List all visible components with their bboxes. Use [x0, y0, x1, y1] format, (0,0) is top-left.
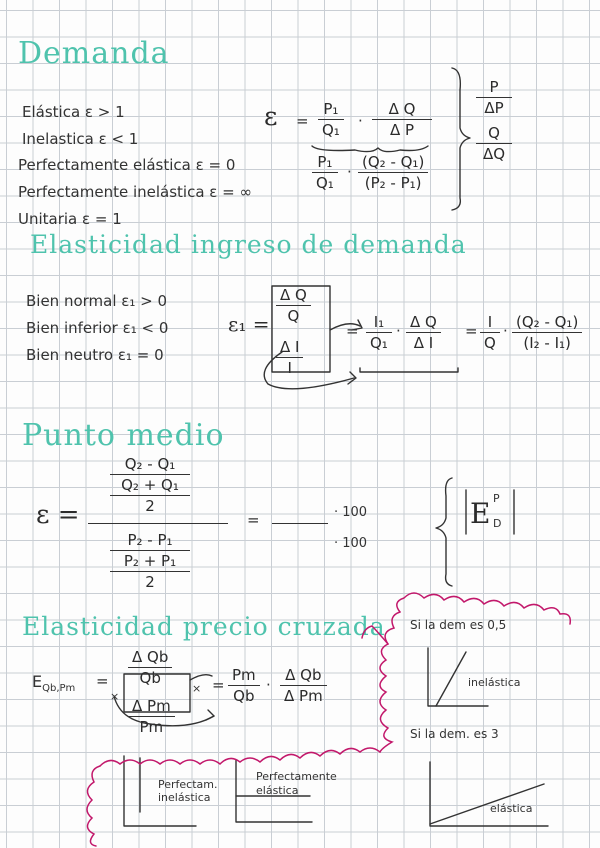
numerator: I₁	[373, 313, 385, 331]
numerator: Δ Q	[410, 313, 437, 331]
numerator: P	[489, 78, 499, 96]
title-punto-medio: Punto medio	[22, 418, 225, 453]
note-dem-3: Si la dem. es 3	[410, 727, 499, 741]
denominator: ΔQ	[482, 145, 506, 163]
numerator: Δ Pm	[132, 697, 171, 715]
denominator: (P₂ - P₁)	[364, 174, 422, 192]
numerator: Δ I	[280, 338, 300, 356]
epsilon-equals: ε =	[36, 500, 80, 530]
equals-sign: =	[96, 672, 109, 690]
numerator: Δ Qb	[132, 648, 169, 666]
denominator: Pm	[139, 718, 164, 736]
equals-sign: =	[212, 676, 225, 694]
dot-operator: ·	[358, 112, 363, 130]
denominator-two: 2	[145, 573, 155, 591]
list-item-bien-inferior: Bien inferior ε₁ < 0	[26, 319, 169, 337]
numerator: P₁	[323, 100, 339, 118]
numerator: Pm	[232, 666, 256, 684]
numerator: Q	[488, 124, 500, 142]
denominator: Q₁	[370, 334, 388, 352]
times-100-b: · 100	[334, 536, 368, 551]
equals-sign: =	[296, 112, 309, 130]
numerator: I	[487, 313, 493, 331]
denominator: Δ I	[413, 334, 434, 352]
dot-operator: ·	[347, 163, 352, 181]
list-item-bien-normal: Bien normal ε₁ > 0	[26, 292, 168, 310]
list-item-bien-neutro: Bien neutro ε₁ = 0	[26, 346, 164, 364]
numerator: (Q₂ - Q₁)	[362, 153, 425, 171]
abs-e-sub: D	[493, 517, 502, 530]
denominator-two: 2	[145, 497, 155, 515]
label-perf-inelastica: Perfectam. inelástica	[158, 778, 218, 804]
denominator: Qb	[233, 687, 255, 705]
equals-sign: =	[465, 322, 478, 340]
numerator: Q₂ - Q₁	[124, 455, 176, 473]
label-elastica: elástica	[490, 802, 533, 815]
epsilon-symbol: ε	[264, 102, 278, 132]
list-item-elastica: Elástica ε > 1	[22, 103, 125, 121]
denominator: (I₂ - I₁)	[523, 334, 571, 352]
denominator-sum: P₂ + P₁	[123, 552, 177, 570]
denominator-sum: Q₂ + Q₁	[121, 476, 179, 494]
dot-operator: ·	[266, 676, 271, 694]
numerator: Δ Q	[280, 286, 307, 304]
cross-mark-right: ×	[192, 682, 202, 695]
lhs-subscript: Qb,Pm	[42, 683, 76, 695]
denominator: Q	[287, 307, 300, 325]
note-dem-05: Si la dem es 0,5	[410, 618, 507, 632]
numerator: P₂ - P₁	[127, 531, 173, 549]
denominator: I	[287, 359, 292, 377]
denominator: ΔP	[484, 99, 504, 117]
list-item-unitaria: Unitaria ε = 1	[18, 210, 122, 228]
title-demanda: Demanda	[18, 36, 170, 71]
list-item-inelastica: Inelastica ε < 1	[22, 130, 139, 148]
abs-e-sup: P	[493, 492, 500, 505]
numerator: (Q₂ - Q₁)	[516, 313, 579, 331]
denominator: Q	[484, 334, 496, 352]
equals-sign: =	[346, 322, 359, 340]
lhs-e-letter: E	[32, 672, 43, 691]
denominator: Δ P	[389, 121, 415, 139]
epsilon-i-symbol: ε₁ =	[228, 312, 270, 336]
list-item-perf-inelastica: Perfectamente inelástica ε = ∞	[18, 183, 253, 201]
label-perf-elastica-2: elástica	[256, 784, 299, 797]
label-perf-elastica-1: Perfectamente	[256, 770, 337, 783]
numerator: P₁	[317, 153, 333, 171]
denominator: Δ Pm	[284, 687, 323, 705]
label-inelastica: inelástica	[468, 676, 521, 689]
denominator: Q₁	[322, 121, 340, 139]
denominator: Qb	[139, 669, 161, 687]
dot-operator: ·	[396, 322, 401, 340]
cross-mark-left: ×	[110, 690, 120, 703]
list-item-perf-elastica: Perfectamente elástica ε = 0	[18, 156, 236, 174]
title-elasticidad-cruzada: Elasticidad precio cruzada	[22, 612, 386, 641]
equals-sign: =	[247, 511, 260, 529]
times-100-a: · 100	[334, 505, 368, 520]
numerator: Δ Qb	[285, 666, 322, 684]
dot-operator: ·	[503, 322, 508, 340]
abs-e-label: E	[470, 497, 491, 530]
title-elasticidad-ingreso: Elasticidad ingreso de demanda	[30, 230, 467, 259]
numerator: Δ Q	[388, 100, 416, 118]
denominator: Q₁	[316, 174, 334, 192]
